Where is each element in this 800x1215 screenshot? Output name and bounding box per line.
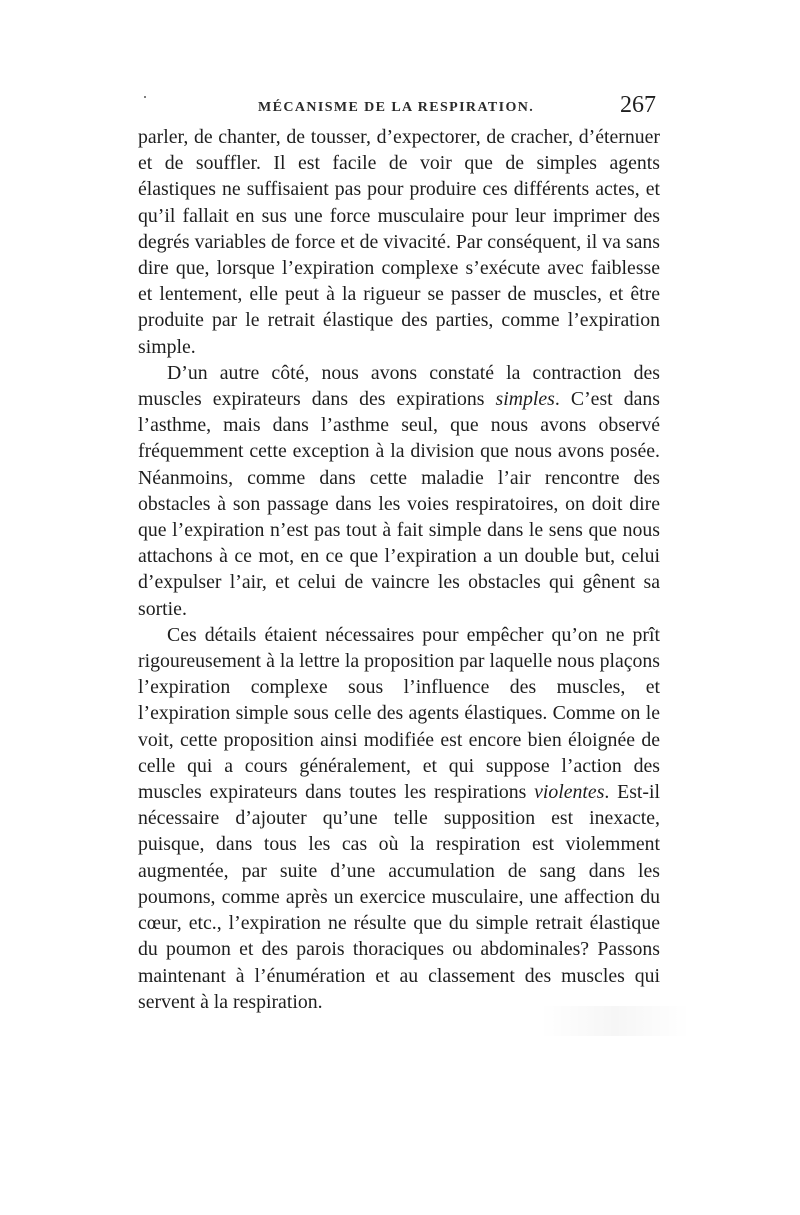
paragraph-3-italic-violentes: violentes — [534, 781, 605, 804]
body-text — [138, 124, 660, 1015]
paragraph-2-text-a: D’un autre côté, nous avons constaté la contraction des muscles expirateurs dans des expirations — [138, 361, 660, 411]
paragraph-1-text: parler, de chanter, de tousser, d’expectorer, de cracher, d’éternuer et de souffler. Il est facile de voir que de simples agents élastiques ne suffisaient pas pour produire ces différents actes, et qu’il fallait en sus une force musculaire pour leur imprimer des degrés variables de force et de vivacité. Par conséquent, il va sans dire que, lorsque l’expiration complexe s’exécute avec faiblesse et lentement, elle peut à la rigueur se passer de muscles, et être produite par le retrait élastique des parties, comme l’expiration simple. — [138, 126, 660, 358]
paragraph-2-text-b: . C’est dans l’asthme, mais dans l’asthme seul, que nous avons observé fréquemment cette exception à la division que nous avons posée. Néanmoins, comme dans cette maladie l’air rencontre des obstacles à son passage dans les voies respiratoires, on doit dire que l’expiration n’est pas tout à fait simple dans le sens que nous attachons à ce mot, en ce que l’expiration a un double but, celui d’expulser l’air, et celui de vaincre les obstacles qui gênent sa sortie. — [138, 388, 660, 620]
paragraph-2-italic-simples: simples — [495, 388, 555, 411]
paragraph-3 — [138, 622, 660, 1015]
paragraph-2 — [138, 360, 660, 622]
page-number: 267 — [620, 92, 656, 118]
running-title: MÉCANISME DE LA RESPIRATION. — [258, 100, 535, 115]
paragraph-3-text-a: Ces détails étaient nécessaires pour empêcher qu’on ne prît rigoureusement à la lettre la proposition par laquelle nous plaçons l’expiration complexe sous l’influence des muscles, et l’expiration simple sous celle des agents élastiques. Comme on le voit, cette proposition ainsi modifiée est encore bien éloignée de celle qui a cours généralement, et qui suppose l’action des muscles expirateurs dans toutes les respirations — [138, 623, 660, 804]
paragraph-1 — [138, 124, 660, 360]
running-head — [138, 92, 658, 126]
paragraph-3-text-b: . Est-il nécessaire d’ajouter qu’une telle supposition est inexacte, puisque, dans tous les cas où la respiration est violemment augmentée, par suite d’une accumulation de sang dans les poumons, comme après un exercice musculaire, une affection du cœur, etc., l’expiration ne résulte que du simple retrait élastique du poumon et des parois thoraciques ou abdominales? Passons maintenant à l’énumération et au classement des muscles qui servent à la respiration. — [138, 781, 660, 1013]
